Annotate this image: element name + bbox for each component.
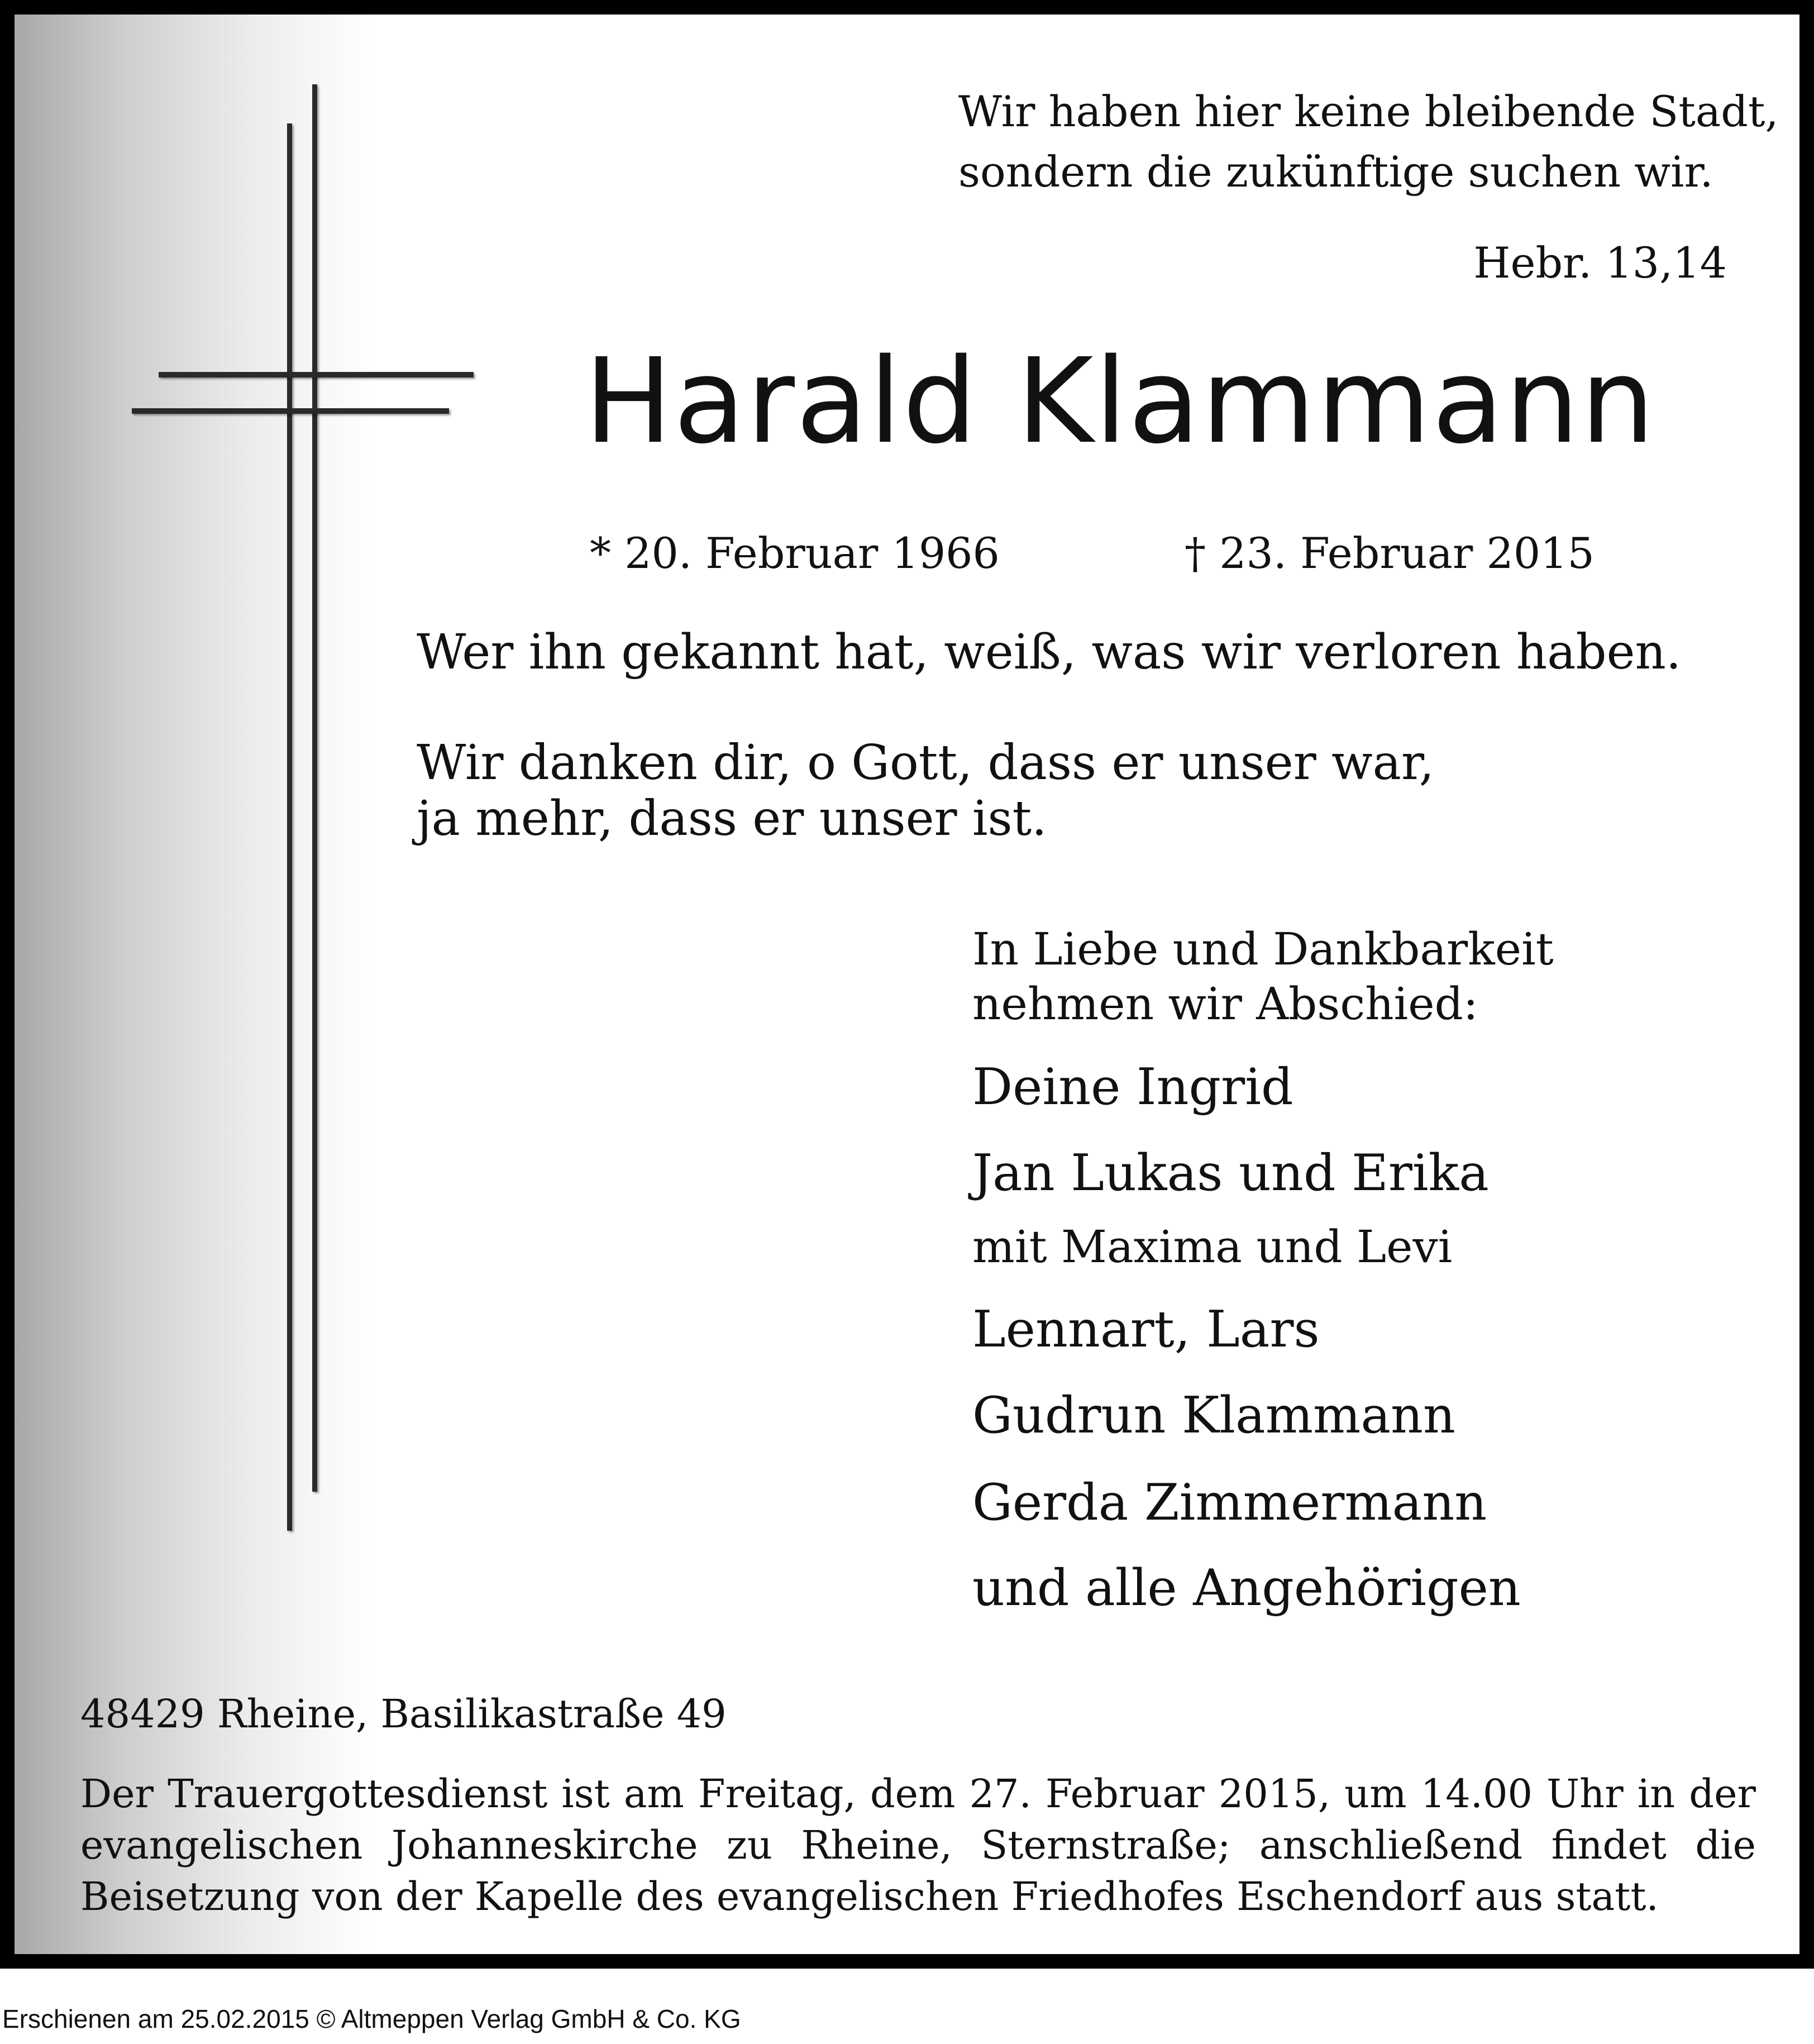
mourner-name: Gudrun Klammann	[972, 1386, 1455, 1445]
bible-verse-reference: Hebr. 13,14	[1473, 238, 1727, 288]
deceased-name: Harald Klammann	[584, 333, 1656, 470]
cross-horizontal-bar-bottom	[132, 408, 449, 414]
mourners-intro-line-1: In Liebe und Dankbarkeit	[972, 923, 1554, 975]
prayer-line-2: ja mehr, dass er unser ist.	[417, 791, 1047, 847]
publication-footer: Erschienen am 25.02.2015 © Altmeppen Verlag GmbH & Co. KG	[2, 2004, 741, 2033]
cross-vertical-bar-right	[312, 84, 317, 1492]
bible-verse-line-2: sondern die zukünftige suchen wir.	[958, 147, 1713, 197]
mourners-intro-line-2: nehmen wir Abschied:	[972, 978, 1478, 1030]
prayer-line-1: Wir danken dir, o Gott, dass er unser war,	[417, 735, 1434, 791]
birth-date: * 20. Februar 1966	[590, 528, 1000, 578]
mourner-name: Lennart, Lars	[972, 1300, 1320, 1359]
bible-verse	[958, 82, 1779, 202]
cross-horizontal-bar-top	[159, 372, 474, 378]
mourner-name: Deine Ingrid	[972, 1058, 1293, 1116]
service-details: Der Trauergottesdienst ist am Freitag, dem 27. Februar 2015, um 14.00 Uhr in der evangelischen Johanneskirche zu Rheine, Sternstraße; anschließend findet die Beisetzung von der Kapelle des evangelischen Friedhofes Eschendorf aus statt.	[80, 1771, 1756, 1919]
address: 48429 Rheine, Basilikastraße 49	[80, 1691, 727, 1737]
mourner-name: Jan Lukas und Erika	[972, 1144, 1489, 1202]
bible-verse-line-1: Wir haben hier keine bleibende Stadt,	[958, 87, 1779, 136]
mourners-intro	[972, 922, 1554, 1031]
death-date: † 23. Februar 2015	[1185, 528, 1595, 578]
prayer	[417, 735, 1434, 847]
mourner-name: und alle Angehörigen	[972, 1559, 1521, 1617]
mourner-subline: mit Maxima und Levi	[972, 1221, 1453, 1273]
cross-vertical-bar-left	[287, 123, 292, 1531]
memorial-quote: Wer ihn gekannt hat, weiß, was wir verloren haben.	[417, 624, 1682, 680]
mourner-name: Gerda Zimmermann	[972, 1473, 1487, 1532]
